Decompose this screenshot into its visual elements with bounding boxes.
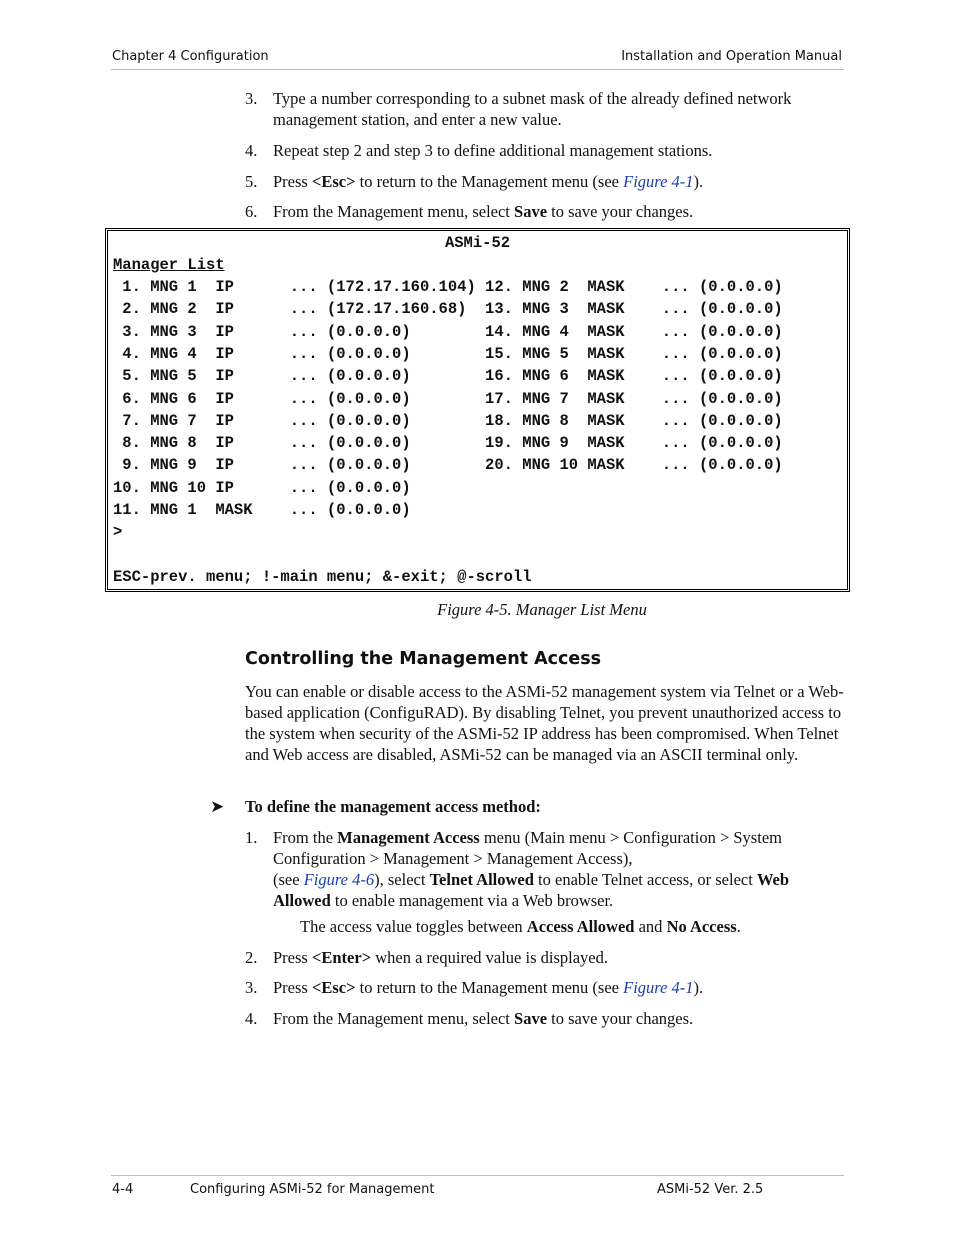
text: to save your changes. [547,202,694,221]
figure-link[interactable]: Figure 4-6 [303,870,375,889]
note-text [300,916,741,937]
value-name: Access Allowed [526,917,635,936]
header-chapter: Chapter 4 Configuration [112,49,269,64]
text: ), select [374,870,430,889]
text: Press [273,978,312,997]
step-text [273,947,843,968]
text: From the Management menu, select [273,1009,515,1028]
section-paragraph: You can enable or disable access to the ASMi-52 management system via Telnet or a Web-based application (ConfiguRAD). By disabling Telnet, you prevent unauthorized access to the system when security of the ASMi-52 IP address has been compromised. When Telnet and Web access are disabled, ASMi-52 can be managed via an ASCII terminal only. [245,682,844,764]
step-number: 5. [245,172,258,191]
terminal-heading: Manager List [113,256,225,274]
key-name: <Esc> [311,978,356,997]
terminal-line: > [113,523,123,542]
figure-link[interactable]: Figure 4-1 [623,978,694,997]
menu-item-name: Save [514,202,548,221]
terminal-line: 3. MNG 3 IP ... (0.0.0.0) 14. MNG 4 MASK ... (0.0.0.0) [113,322,783,341]
step-number: 1. [245,828,258,847]
header-manual-title: Installation and Operation Manual [621,49,842,64]
terminal-line: 9. MNG 9 IP ... (0.0.0.0) 20. MNG 10 MASK ... (0.0.0.0) [113,456,783,475]
step-text: Repeat step 2 and step 3 to define additional management stations. [273,141,713,160]
footer-section: Configuring ASMi-52 for Management [190,1182,435,1197]
text: ). [693,978,704,997]
procedure-title: To define the management access method: [245,797,541,816]
terminal-title: ASMi-52 [444,234,511,252]
step-text [273,827,838,911]
arrow-icon: ➤ [210,797,225,816]
text: to enable management via a Web browser. [330,891,614,910]
figure-link[interactable]: Figure 4-1 [623,172,694,191]
text: to save your changes. [547,1009,694,1028]
step-text [273,171,843,192]
text: menu (Main menu > Configuration > System Configuration > Management > Management Access), [273,828,782,868]
step-text [273,977,843,998]
terminal-line: 5. MNG 5 IP ... (0.0.0.0) 16. MNG 6 MASK ... (0.0.0.0) [113,367,783,386]
page-number: 4-4 [112,1182,134,1197]
text: From the [273,828,338,847]
text: to return to the Management menu (see [355,978,624,997]
header-rule [111,69,844,70]
text: to enable Telnet access, or select [533,870,757,889]
option-name: Telnet Allowed [429,870,534,889]
text: and [634,917,667,936]
text: when a required value is displayed. [371,948,608,967]
step-text [273,201,843,222]
step-number: 4. [245,1009,258,1028]
terminal-line: 11. MNG 1 MASK ... (0.0.0.0) [113,501,411,519]
step-number: 3. [245,978,258,997]
terminal-line: 10. MNG 10 IP ... (0.0.0.0) [113,478,411,497]
value-name: No Access [666,917,737,936]
step-number: 3. [245,89,258,108]
section-title: Controlling the Management Access [245,649,602,669]
key-name: <Enter> [311,948,372,967]
text: Press [273,948,312,967]
terminal-line: 2. MNG 2 IP ... (172.17.160.68) 13. MNG 3 MASK ... (0.0.0.0) [113,300,783,319]
terminal-line: 7. MNG 7 IP ... (0.0.0.0) 18. MNG 8 MASK ... (0.0.0.0) [113,411,783,430]
menu-item-name: Save [514,1009,548,1028]
step-number: 6. [245,202,258,221]
text: Press [273,172,312,191]
terminal-footer: ESC-prev. menu; !-main menu; &-exit; @-scroll [113,568,532,586]
footer-version: ASMi-52 Ver. 2.5 [657,1182,764,1197]
step-number: 2. [245,948,258,967]
text: The access value toggles between [300,917,527,936]
figure-caption: Figure 4-5. Manager List Menu [437,600,647,619]
text: From the Management menu, select [273,202,515,221]
option-name: Web Allowed [273,870,790,910]
menu-name: Management Access [337,828,480,847]
terminal-line: 8. MNG 8 IP ... (0.0.0.0) 19. MNG 9 MASK ... (0.0.0.0) [113,434,783,453]
text: (see [273,870,304,889]
text: . [736,917,741,936]
terminal-line: 6. MNG 6 IP ... (0.0.0.0) 17. MNG 7 MASK ... (0.0.0.0) [113,389,783,408]
footer-rule [111,1175,844,1176]
terminal-line: 1. MNG 1 IP ... (172.17.160.104) 12. MNG 2 MASK ... (0.0.0.0) [113,278,783,296]
key-name: <Esc> [311,172,356,191]
step-text: Type a number corresponding to a subnet mask of the already defined network management station, and enter a new value. [273,89,792,129]
step-number: 4. [245,141,258,160]
terminal-line: 4. MNG 4 IP ... (0.0.0.0) 15. MNG 5 MASK ... (0.0.0.0) [113,344,783,363]
text: to return to the Management menu (see [355,172,624,191]
text: ). [693,172,704,191]
terminal-screen [105,228,850,592]
step-text [273,1008,843,1029]
